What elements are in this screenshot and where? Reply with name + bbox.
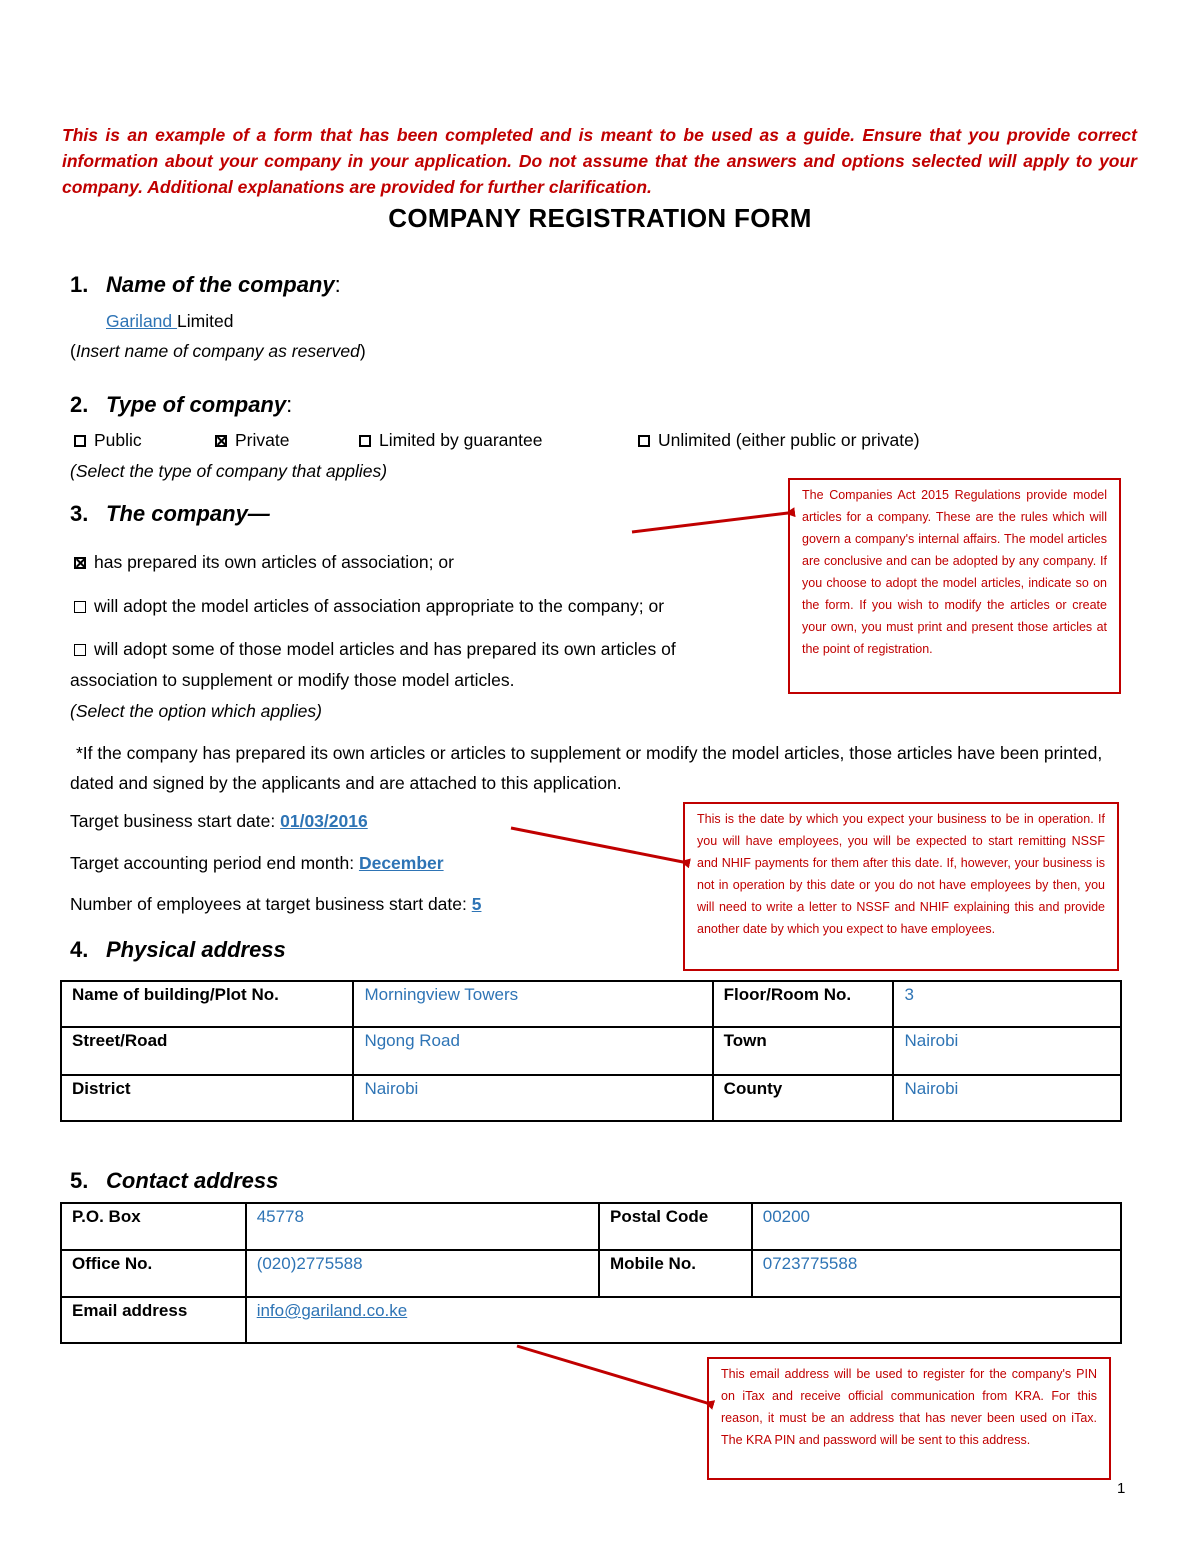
- section-title: Physical address: [106, 937, 286, 962]
- arrow-target-date: [511, 828, 683, 862]
- section-2-heading: 2. Type of company:: [70, 392, 293, 417]
- field-label: Office No.: [61, 1250, 246, 1297]
- po-box-input[interactable]: 45778: [246, 1203, 599, 1250]
- articles-option-mixed-continued: association to supplement or modify those model articles.: [70, 670, 515, 690]
- articles-footnote: *If the company has prepared its own articles or articles to supplement or modify the model articles, those articles have been printed, dated and signed by the applicants and are attached to this application.: [70, 743, 1103, 793]
- accounting-period-month: Target accounting period end month: December: [70, 853, 444, 873]
- field-label: District: [61, 1075, 353, 1121]
- type-hint: (Select the type of company that applies): [70, 461, 388, 481]
- page-title: COMPANY REGISTRATION FORM: [388, 203, 812, 233]
- arrow-articles: [632, 513, 788, 532]
- section-number: 5.: [70, 1168, 89, 1193]
- section-number: 1.: [70, 272, 89, 297]
- field-label: Mobile No.: [599, 1250, 752, 1297]
- employee-count-value[interactable]: 5: [471, 894, 482, 914]
- section-title: Contact address: [106, 1168, 279, 1193]
- arrow-email: [517, 1346, 707, 1403]
- accounting-period-month-value[interactable]: December: [358, 853, 444, 873]
- floor-room-input[interactable]: 3: [893, 981, 1121, 1027]
- articles-option-own[interactable]: has prepared its own articles of association; or: [74, 551, 454, 573]
- field-label: Floor/Room No.: [713, 981, 894, 1027]
- section-number: 4.: [70, 937, 89, 962]
- district-input[interactable]: Nairobi: [353, 1075, 712, 1121]
- articles-hint: (Select the option which applies): [70, 701, 322, 721]
- page-number: 1: [1117, 1480, 1126, 1497]
- articles-option-mixed[interactable]: will adopt some of those model articles and has prepared its own articles of: [74, 638, 676, 660]
- section-title: Type of company: [106, 392, 287, 417]
- field-label: Postal Code: [599, 1203, 752, 1250]
- employee-count: Number of employees at target business start date: 5: [70, 894, 482, 914]
- section-1-heading: 1. Name of the company:: [70, 272, 341, 297]
- field-label: P.O. Box: [61, 1203, 246, 1250]
- section-number: 3.: [70, 501, 89, 526]
- articles-option-model[interactable]: will adopt the model articles of association appropriate to the company; or: [74, 595, 664, 617]
- email-value[interactable]: info@gariland.co.ke: [256, 1301, 408, 1320]
- field-label: Town: [713, 1027, 894, 1075]
- section-title: Name of the company: [106, 272, 335, 297]
- note-email: This email address will be used to register for the company's PIN on iTax and receive official communication from KRA. For this reason, it must be an address that has never been used on iTax. The KRA PIN and password will be sent to this address.: [707, 1357, 1111, 1480]
- note-model-articles: The Companies Act 2015 Regulations provide model articles for a company. These are the rules which will govern a company's internal affairs. The model articles are conclusive and can be adopted by any company. If you choose to adopt the model articles, indicate so on the form. If you wish to modify the articles or create your own, you must print and present those articles at the point of registration.: [788, 478, 1121, 694]
- target-start-date: Target business start date: 01/03/2016: [70, 811, 368, 831]
- section-number: 2.: [70, 392, 89, 417]
- intro-guidance: This is an example of a form that has been completed and is meant to be used as a guide. Ensure that you provide correct information about your company in your application. Do not assume that the answers and options selected will apply to your company. Additional explanations are provided for further clarification.: [62, 125, 1137, 197]
- office-number-input[interactable]: (020)2775588: [246, 1250, 599, 1297]
- town-input[interactable]: Nairobi: [893, 1027, 1121, 1075]
- section-title: The company—: [106, 501, 270, 526]
- type-option-limited-by-guarantee[interactable]: Limited by guarantee: [359, 429, 542, 451]
- type-option-unlimited[interactable]: Unlimited (either public or private): [638, 429, 920, 451]
- postal-code-input[interactable]: 00200: [752, 1203, 1121, 1250]
- target-start-date-value[interactable]: 01/03/2016: [280, 811, 368, 831]
- note-target-date: This is the date by which you expect your business to be in operation. If you will have employees, you will be expected to start remitting NSSF and NHIF payments for them after this date. If, however, your business is not in operation by this date or you do not have employees by then, you will need to write a letter to NSSF and NHIF explaining this and provide another date by which you expect to have employees.: [683, 802, 1119, 971]
- county-input[interactable]: Nairobi: [893, 1075, 1121, 1121]
- field-label: Street/Road: [61, 1027, 353, 1075]
- type-option-public[interactable]: Public: [74, 429, 142, 451]
- field-label: Name of building/Plot No.: [61, 981, 353, 1027]
- mobile-number-input[interactable]: 0723775588: [752, 1250, 1121, 1297]
- company-name-hint: (Insert name of company as reserved): [70, 341, 366, 361]
- company-name-value: Gariland: [106, 311, 178, 331]
- street-input[interactable]: Ngong Road: [353, 1027, 712, 1075]
- company-name-suffix: Limited: [177, 311, 234, 331]
- building-input[interactable]: Morningview Towers: [353, 981, 712, 1027]
- type-option-private[interactable]: Private: [215, 429, 289, 451]
- field-label: Email address: [61, 1297, 246, 1343]
- field-label: County: [713, 1075, 894, 1121]
